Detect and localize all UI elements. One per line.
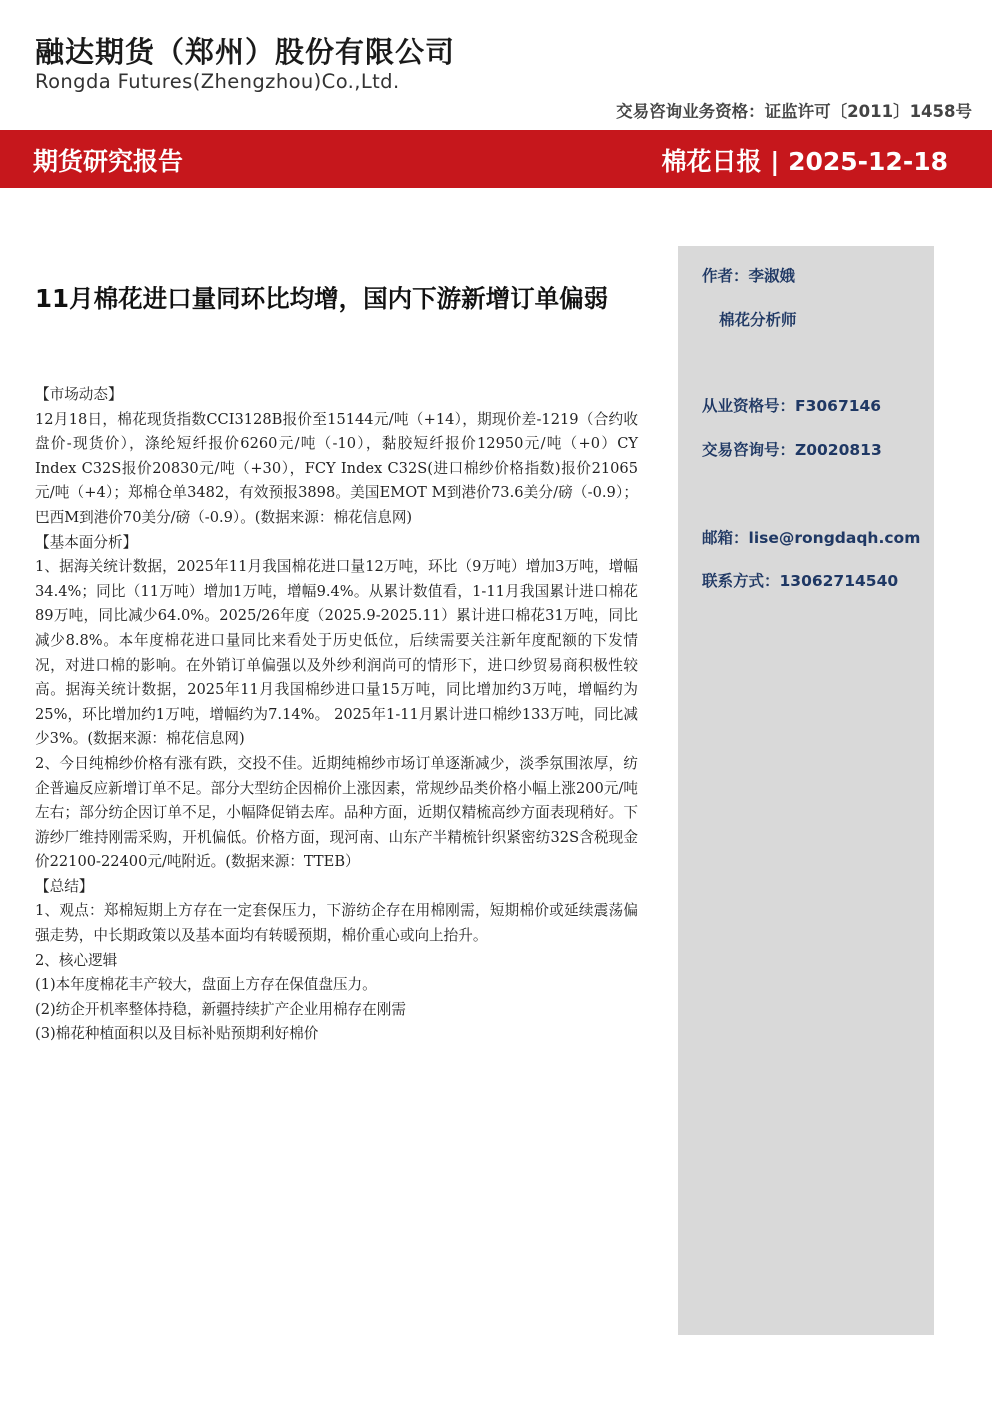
author-phone: 联系方式：13062714540 (702, 572, 899, 590)
author: 作者：李淑娥 (702, 267, 796, 285)
author-sidebar (678, 246, 934, 1335)
report-date: 棉花日报 | 2025-12-18 (661, 147, 948, 176)
report-body (35, 383, 638, 1047)
consult-number: 交易咨询号：Z0020813 (702, 441, 882, 459)
report-type: 期货研究报告 (33, 147, 184, 176)
logic-item-2: (2)纺企开机率整体持稳，新疆持续扩产企业用棉存在刚需 (35, 1000, 406, 1018)
market-text: 12月18日，棉花现货指数CCI3128B报价至15144元/吨（+14），期现价差-1219（合约收盘价-现货价），涤纶短纤报价6260元/吨（-10），黏胶短纤报价12950元/吨（+0）CY Index C32S报价20830元/吨（+30），FCY Index C32S(进口棉纱价格指数)报价21065元/吨（+4）；郑棉仓单3482，有效预报3898。美国EMOT M到港价73.6美分/磅（-0.9）；巴西M到港价70美分/磅（-0.9）。(数据来源：棉花信息网) (35, 410, 638, 526)
author-email: 邮箱：lise@rongdaqh.com (702, 529, 921, 547)
logic-item-1: (1)本年度棉花丰产较大，盘面上方存在保值盘压力。 (35, 976, 377, 994)
fundamental-point-2: 2、今日纯棉纱价格有涨有跌，交投不佳。近期纯棉纱市场订单逐渐减少，淡季氛围浓厚，纺企普遍反应新增订单不足。部分大型纺企因棉价上涨因素，常规纱品类价格小幅上涨200元/吨左右；部分纺企因订单不足，小幅降促销去库。品种方面，近期仅精梳高纱方面表现稍好。下游纱厂维持刚需采购，开机偏低。价格方面，现河南、山东产半精梳针织紧密纺32S含税现金价22100-22400元/吨附近。(数据来源：TTEB） (35, 754, 638, 871)
summary-header: 【总结】 (35, 877, 94, 895)
summary-point-2: 2、核心逻辑 (35, 951, 118, 969)
company-name-en: Rongda Futures(Zhengzhou)Co.,Ltd. (35, 70, 400, 93)
logic-item-3: (3)棉花种植面积以及目标补贴预期利好棉价 (35, 1025, 319, 1043)
author-role: 棉花分析师 (719, 311, 797, 329)
fundamental-header: 【基本面分析】 (35, 533, 138, 551)
qualification-number: 从业资格号：F3067146 (702, 397, 882, 415)
fundamental-point-1: 1、据海关统计数据，2025年11月我国棉花进口量12万吨，环比（9万吨）增加3万吨，增幅34.4%；同比（11万吨）增加1万吨，增幅9.4%。从累计数值看，1-11月我国累计进口棉花89万吨，同比减少64.0%。2025/26年度（2025.9-2025.11）累计进口棉花31万吨，同比减少8.8%。本年度棉花进口量同比来看处于历史低位，后续需要关注新年度配额的下发情况，对进口棉的影响。在外销订单偏强以及外纱利润尚可的情形下，进口纱贸易商积极性较高。据海关统计数据，2025年11月我国棉纱进口量15万吨，同比增加约3万吨，增幅约为25%，环比增加约1万吨，增幅约为7.14%。 2025年1-11月累计进口棉纱133万吨，同比减少3%。(数据来源：棉花信息网) (35, 558, 638, 748)
summary-point-1: 1、观点：郑棉短期上方存在一定套保压力，下游纺企存在用棉刚需，短期棉价或延续震荡偏强走势，中长期政策以及基本面均有转暖预期，棉价重心或向上抬升。 (35, 902, 638, 945)
report-banner (0, 130, 992, 188)
market-header: 【市场动态】 (35, 386, 123, 403)
company-name-cn: 融达期货（郑州）股份有限公司 (35, 35, 456, 69)
report-title: 11月棉花进口量同环比均增，国内下游新增订单偏弱 (35, 284, 609, 313)
license-info: 交易咨询业务资格：证监许可〔2011〕1458号 (616, 102, 972, 121)
